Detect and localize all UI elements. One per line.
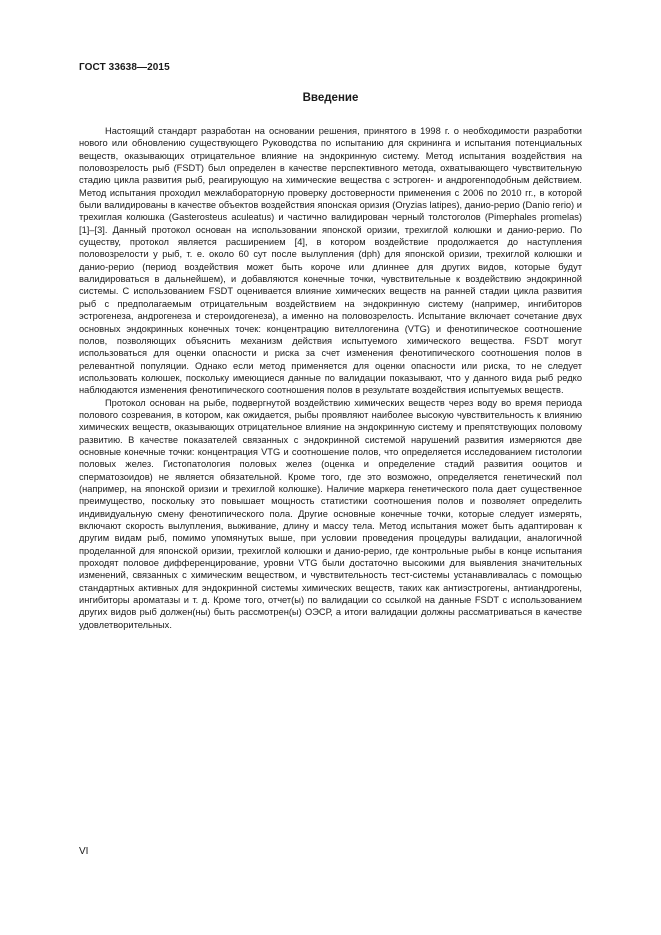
page-number: VI xyxy=(79,846,89,857)
document-header: ГОСТ 33638—2015 xyxy=(79,62,170,73)
body-text xyxy=(79,125,582,631)
paragraph-1: Настоящий стандарт разработан на основании решения, принятого в 1998 г. о необходимости разработки нового или обновлению существующего Руководства по испытанию для скрининга и испытания потенциальных веществ, оказывающих отрицательное влияние на эндокринную систему. Метод испытания воздействия на половозрелость рыб (FSDT) был определен в качестве перспективного метода, охватывающего чувствительную стадию цикла развития рыб, реагирующую на химические вещества с эстроген- и андрогенподобным действием. Метод испытания проходил межлабораторную проверку достоверности применения с 2006 по 2010 гг., в которой были валидированы в качестве объектов воздействия японская оризия (Oryzias latipes), данио-рерио (Danio rerio) и трехиглая колюшка (Gasterosteus aculeatus) и частично валидирован черный толстоголов (Pimephales promelas) [1]–[3]. Данный протокол основан на использовании японской оризии, трехиглой колюшки и данио-рерио. По существу, протокол является расширением [4], в котором воздействие продолжается до наступления половозрелости у рыб, т. е. около 60 сут после вылупления (dph) для японской оризии, трехиглой колюшки и данио-рерио (период воздействия может быть короче или длиннее для других видов, которые будут валидироваться в дальнейшем), и добавляются конечные точки, чувствительные к воздействию эндокринной системы. С использованием FSDT оценивается влияние химических веществ на ранней стадии цикла развития рыб с предполагаемым отрицательным воздействием на эндокринную систему (например, ингибиторов эстрогенеза, андрогенеза и стероидогенеза), а именно на половозрелость. Испытание включает сочетание двух основных эндокринных конечных точек: концентрацию вителлогенина (VTG) и фенотипическое соотношение полов, позволяющих объяснить механизм действия испытуемого химического вещества. FSDT могут использоваться для оценки опасности и риска за счет изменения фенотипического соотношения полов в релевантной популяции. Однако если метод применяется для оценки опасности или риска, то не следует использовать колюшек, поскольку имеющиеся данные по валидации показывают, что у данного вида рыб редко наблюдаются изменения фенотипического соотношения полов в результате воздействия испытуемых веществ. xyxy=(79,126,582,396)
section-title: Введение xyxy=(302,92,359,104)
paragraph-2: Протокол основан на рыбе, подвергнутой воздействию химических веществ через воду во время периода полового созревания, в котором, как ожидается, рыбы проявляют наиболее высокую чувствительность к влиянию химических веществ, оказывающих отрицательное влияние на эндокринную систему и препятствующих половому развитию. В качестве показателей связанных с эндокринной системой нарушений развития измеряются две основные конечные точки: концентрация VTG и соотношение полов, что определяется исследованием гистологии половых желез. Гистопатология половых желез (оценка и определение стадий развития ооцитов и сперматозоидов) не является обязательной. Кроме того, где это возможно, определяется генетический пол (например, на японской оризии и трехиглой колюшке). Наличие маркера генетического пола дает существенное преимущество, поскольку это повышает мощность статистики соотношения полов и позволяет определить индивидуальную смену фенотипического пола. Другие основные конечные точки, которые следует измерять, включают скорость вылупления, выживание, длину и массу тела. Метод испытания может быть адаптирован к другим видам рыб, помимо упомянутых выше, при условии проведения процедуры валидации, аналогичной проделанной для японской оризии, трехиглой колюшки и данио-рерио, где контрольные рыбы в конце испытания проходят половое дифференцирование, уровни VTG были достаточно высокими для выявления значительных изменений, связанных с химическим веществом, и чувствительность тест-системы устанавливалась с помощью стандартных активных для эндокринной системы химических веществ, таких как антиэстрогены, антиандрогены, ингибиторы ароматазы и т. д. Кроме того, отчет(ы) по валидации со ссылкой на данные FSDT с использованием других видов рыб должен(ны) быть рассмотрен(ы) ОЭСР, а итоги валидации должны рассматриваться в качестве удовлетворительных. xyxy=(79,397,582,630)
